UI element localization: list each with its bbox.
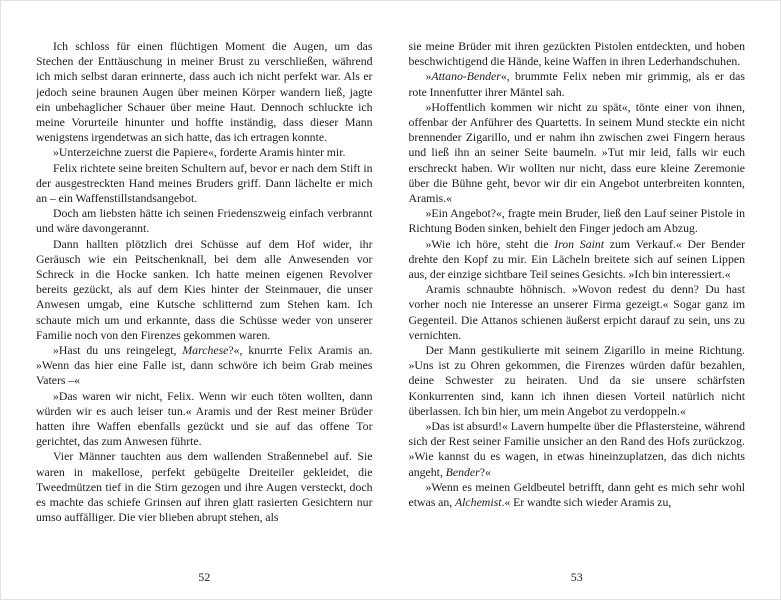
paragraph <box>409 282 746 343</box>
text-segment: Ich schloss für einen flüchtigen Moment die Augen, um das Stechen der Enttäuschung in meiner Brust zu verschließen, während ich mich selbst daran erinnerte, dass auch ich nicht perfekt war. Als er jedoch seine braunen Augen über meinen Körper wandern ließ, jagte ein unbehaglicher Schauer über meine Haut. Dennoch schluckte ich meine Vorurteile hinunter und hoffte inständig, dass dieser Mann wenigstens irgendetwas an sich hatte, das ich ertragen konnte. <box>36 39 373 145</box>
text-segment: .« Er wandte sich wieder Aramis zu, <box>501 495 672 510</box>
paragraph <box>36 237 373 343</box>
text-segment: Vier Männer tauchten aus dem wallenden Straßennebel auf. Sie waren in makellose, perfekt gebügelte Dreiteiler gekleidet, die Tweedmützen tief in die Stirn gezogen und ihre Augen versteckt, doch es machte das schiefe Grinsen auf ihren glatt rasierten Gesichtern nur umso auffälliger. Die vier blieben abrupt stehen, als <box>36 449 373 525</box>
text-segment-italic: Alchemist <box>454 495 502 510</box>
text-segment: ?«, knurrte Felix Aramis an. »Wenn das hier eine Falle ist, dann schwöre ich beim Grab meines Vaters –« <box>36 343 373 388</box>
page-right-text <box>409 39 746 510</box>
text-segment: »Wenn es meinen Geldbeutel betrifft, dann geht es mich sehr wohl etwas an, <box>408 479 745 510</box>
text-segment: »Unterzeichne zuerst die Papiere«, forderte Aramis hinter mir. <box>53 145 346 160</box>
paragraph <box>409 237 746 283</box>
text-segment-italic: Iron Saint <box>554 236 605 251</box>
paragraph <box>36 389 373 450</box>
paragraph <box>409 419 746 480</box>
text-segment: »Ein Angebot?«, fragte mein Bruder, ließ den Lauf seiner Pistole in Richtung Boden sinken, behielt den Finger jedoch am Abzug. <box>408 206 745 236</box>
text-segment-italic: Bender <box>445 464 480 479</box>
text-segment: Aramis schnaubte höhnisch. »Wovon redest du denn? Du hast vorher noch nie Interesse an unserer Firma gezeigt.« Sogar ganz im Gegenteil. Die Attanos schienen äußerst erpicht darauf zu sein, uns zu vernichten. <box>408 282 745 342</box>
text-segment: »Hast du uns reingelegt, <box>53 343 183 358</box>
text-segment: Der Mann gestikulierte mit seinem Zigarillo in meine Richtung. »Uns ist zu Ohren gekommen, die Firenzes würden dafür bezahlen, deine Schwester zu heiraten. Und da sie unsere schärfsten Konkurrenten sind, kann ich ihnen diesen Vorteil natürlich nicht überlassen. Ich bin hier, um mein Angebot zu verdoppeln.« <box>408 343 745 418</box>
text-segment: »Hoffentlich kommen wir nicht zu spät«, tönte einer von ihnen, offenbar der Anführer des Quartetts. In seinem Mund steckte ein nicht brennender Zigarillo, und er nahm ihn zwischen zwei Fingern heraus und ließ ihn an seiner Seite baumeln. »Tut mir leid, falls wir euch erschreckt haben. Wir wollten nur nicht, dass eure kleine Zeremonie über die Bühne geht, bevor wir dir ein Angebot unterbreiten konnten, Aramis.« <box>408 99 745 206</box>
paragraph <box>36 449 373 525</box>
text-segment: Doch am liebsten hätte ich seinen Friedenszweig einfach verbrannt und wäre davongerannt. <box>36 206 373 236</box>
text-segment: »Das waren wir nicht, Felix. Wenn wir euch töten wollten, dann würden wir es auch leiser tun.« Aramis und der Rest meiner Brüder hatten ihre Waffen ebenfalls gezückt und sie auf das offene Tor gerichtet, das zum Anwesen führte. <box>36 388 373 449</box>
page-left-text <box>36 39 373 526</box>
text-segment-italic: Marchese <box>182 343 229 358</box>
text-segment: » <box>425 69 432 84</box>
text-segment: Dann hallten plötzlich drei Schüsse auf dem Hof wider, ihr Geräusch wie ein Peitschenknall, bei dem alle Anwesenden vor Schreck in die Hocke sanken. Ich hatte meinen eigenen Revolver bereits gezückt, als auf dem Kies hinter der Steinmauer, die unser Anwesen umgab, eine Kutsche schlitternd zum Stehen kam. Ich schaute mich um und erkannte, dass die Schüsse weder von unserer Familie noch von den Firenzes gekommen waren. <box>36 236 373 342</box>
paragraph <box>409 343 746 419</box>
text-segment: »Das ist absurd!« Lavern humpelte über die Pflastersteine, während sich der Rest seiner Familie unsicher an den Rand des Hofs zurückzog. »Wie kannst du es wagen, in etwas hineinzuplatzen, das dich nichts angeht, <box>408 419 745 479</box>
paragraph <box>36 343 373 389</box>
paragraph <box>409 480 746 510</box>
page-right <box>391 1 781 599</box>
paragraph <box>409 206 746 236</box>
paragraph <box>409 69 746 99</box>
paragraph <box>36 206 373 236</box>
text-segment: »Wie ich höre, steht die <box>425 236 555 251</box>
text-segment-italic: Attano-Bender <box>431 69 501 84</box>
paragraph <box>36 145 373 160</box>
paragraph <box>409 39 746 69</box>
page-number-right: 53 <box>570 570 583 584</box>
page-left <box>1 1 391 599</box>
text-segment: zum Verkauf.« Der Bender drehte den Kopf zu mir. Ein Lächeln breitete sich auf seinen Lippen aus, der einzige sichtbare Teil seines Gesichts. »Ich bin interessiert.« <box>408 236 745 282</box>
text-segment: sie meine Brüder mit ihren gezückten Pistolen entdeckten, und hoben beschwichtigend die Hände, keine Waffen in ihren Lederhandschuhen. <box>408 39 745 69</box>
text-segment: Felix richtete seine breiten Schultern auf, bevor er nach dem Stift in der ausgestreckten Hand meines Bruders griff. Dann lächelte er mich an – ein Waffenstillstandsangebot. <box>36 160 373 206</box>
paragraph <box>36 161 373 207</box>
paragraph <box>36 39 373 145</box>
paragraph <box>409 100 746 206</box>
text-segment: ?« <box>479 464 491 479</box>
page-number-left: 52 <box>198 570 211 584</box>
text-segment: «, brummte Felix neben mir grimmig, als er das rote Innenfutter ihrer Mäntel sah. <box>408 69 745 99</box>
